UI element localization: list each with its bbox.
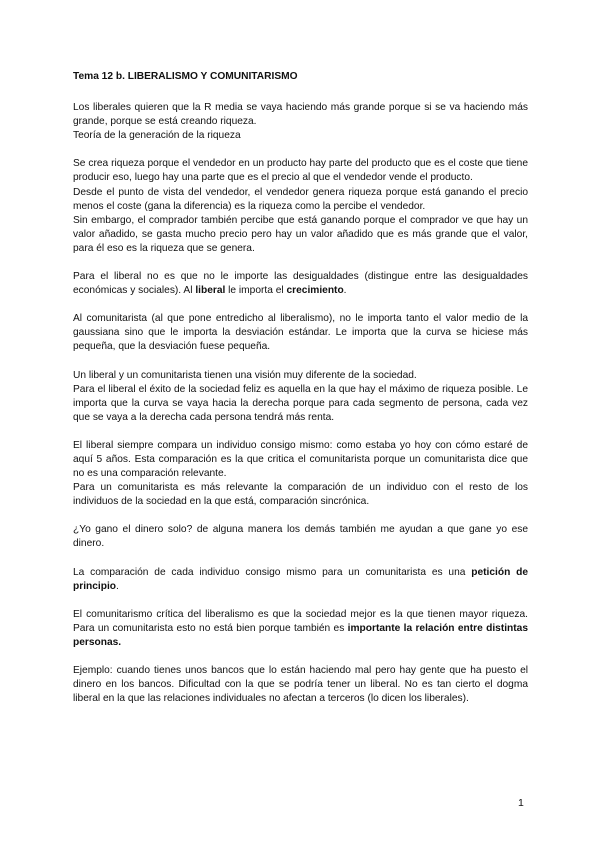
paragraph-11: Para un comunitarista es más relevante la comparación de un individuo con el resto de los individuos de la sociedad en la que está, comparación sincrónica. xyxy=(73,482,528,508)
paragraph-6-bold-liberal: liberal xyxy=(195,285,226,297)
paragraph-14 xyxy=(73,608,528,650)
paragraph-6-text-e: . xyxy=(343,285,347,297)
paragraph-13-text-a: La comparación de cada individuo consigo mismo para un comunitarista es una xyxy=(73,566,472,578)
document-body xyxy=(73,70,528,706)
paragraph-13-bold: petición de principio xyxy=(73,566,528,592)
paragraph-13 xyxy=(73,566,528,594)
paragraph-6-text-a: Para el liberal no es que no le importe las desigualdades (distingue entre las desigualdades económicas y sociales). Al xyxy=(73,271,528,297)
paragraph-7: Al comunitarista (al que pone entredicho al liberalismo), no le importa tanto el valor medio de la gaussiana sino que le importa la desviación estándar. Le importa que la curva se hiciese más pequeña, que la desviación fuese pequeña. xyxy=(73,313,528,353)
document-title: Tema 12 b. LIBERALISMO Y COMUNITARISMO xyxy=(73,71,298,82)
paragraph-12: ¿Yo gano el dinero solo? de alguna manera los demás también me ayudan a que gane yo ese dinero. xyxy=(73,524,528,550)
paragraph-13-text-c: . xyxy=(116,580,119,592)
paragraph-10: El liberal siempre compara un individuo consigo mismo: como estaba yo hoy con cómo estaré de aquí 5 años. Esta comparación es la que critica el comunitarista porque un comunitarista dice que no es una comparación relevante. xyxy=(73,439,528,480)
paragraph-9: Para el liberal el éxito de la sociedad feliz es aquella en la que hay el máximo de riqueza posible. Le importa que la curva se vaya hacia la derecha porque para cada segmento de persona, cada vez que se vaya a la derecha cada persona tendrá más renta. xyxy=(73,383,528,423)
paragraph-5: Sin embargo, el comprador también percibe que está ganando porque el comprador ve que hay un valor añadido, se gasta mucho precio pero hay un valor añadido que es más grande que el valor, para él eso es la riqueza que se genera. xyxy=(73,214,528,254)
paragraph-15: Ejemplo: cuando tienes unos bancos que lo están haciendo mal pero hay gente que ha puesto el dinero en los bancos. Dificultad con la que se podría tener un liberal. No es tan cierto el dogma liberal en la que las relaciones individuales no afectan a terceros (lo dicen los liberales). xyxy=(73,665,528,705)
paragraph-6-text-c: le importa el xyxy=(225,285,287,297)
paragraph-14-text-a: El comunitarismo crítica del liberalismo es que la sociedad mejor es la que tienen mayor riqueza. Para un comunitarista esto no está bien porque también es xyxy=(73,608,528,634)
paragraph-3: Se crea riqueza porque el vendedor en un producto hay parte del producto que es el coste que tiene producir eso, luego hay una parte que es el precio al que el vendedor vende el producto. xyxy=(73,158,528,184)
paragraph-1: Los liberales quieren que la R media se vaya haciendo más grande porque si se va haciendo más grande, porque se está creando riqueza. xyxy=(73,102,528,128)
paragraph-14-bold: importante la relación entre distintas personas. xyxy=(73,622,528,648)
paragraph-6-bold-crecimiento: crecimiento xyxy=(286,285,344,297)
page-number: 1 xyxy=(518,797,524,809)
paragraph-6 xyxy=(73,270,528,298)
paragraph-2: Teoría de la generación de la riqueza xyxy=(73,130,241,142)
paragraph-8: Un liberal y un comunitarista tienen una visión muy diferente de la sociedad. xyxy=(73,369,417,381)
paragraph-4: Desde el punto de vista del vendedor, el vendedor genera riqueza porque está ganando el precio menos el coste (gana la diferencia) es la riqueza como la percibe el vendedor. xyxy=(73,186,528,212)
